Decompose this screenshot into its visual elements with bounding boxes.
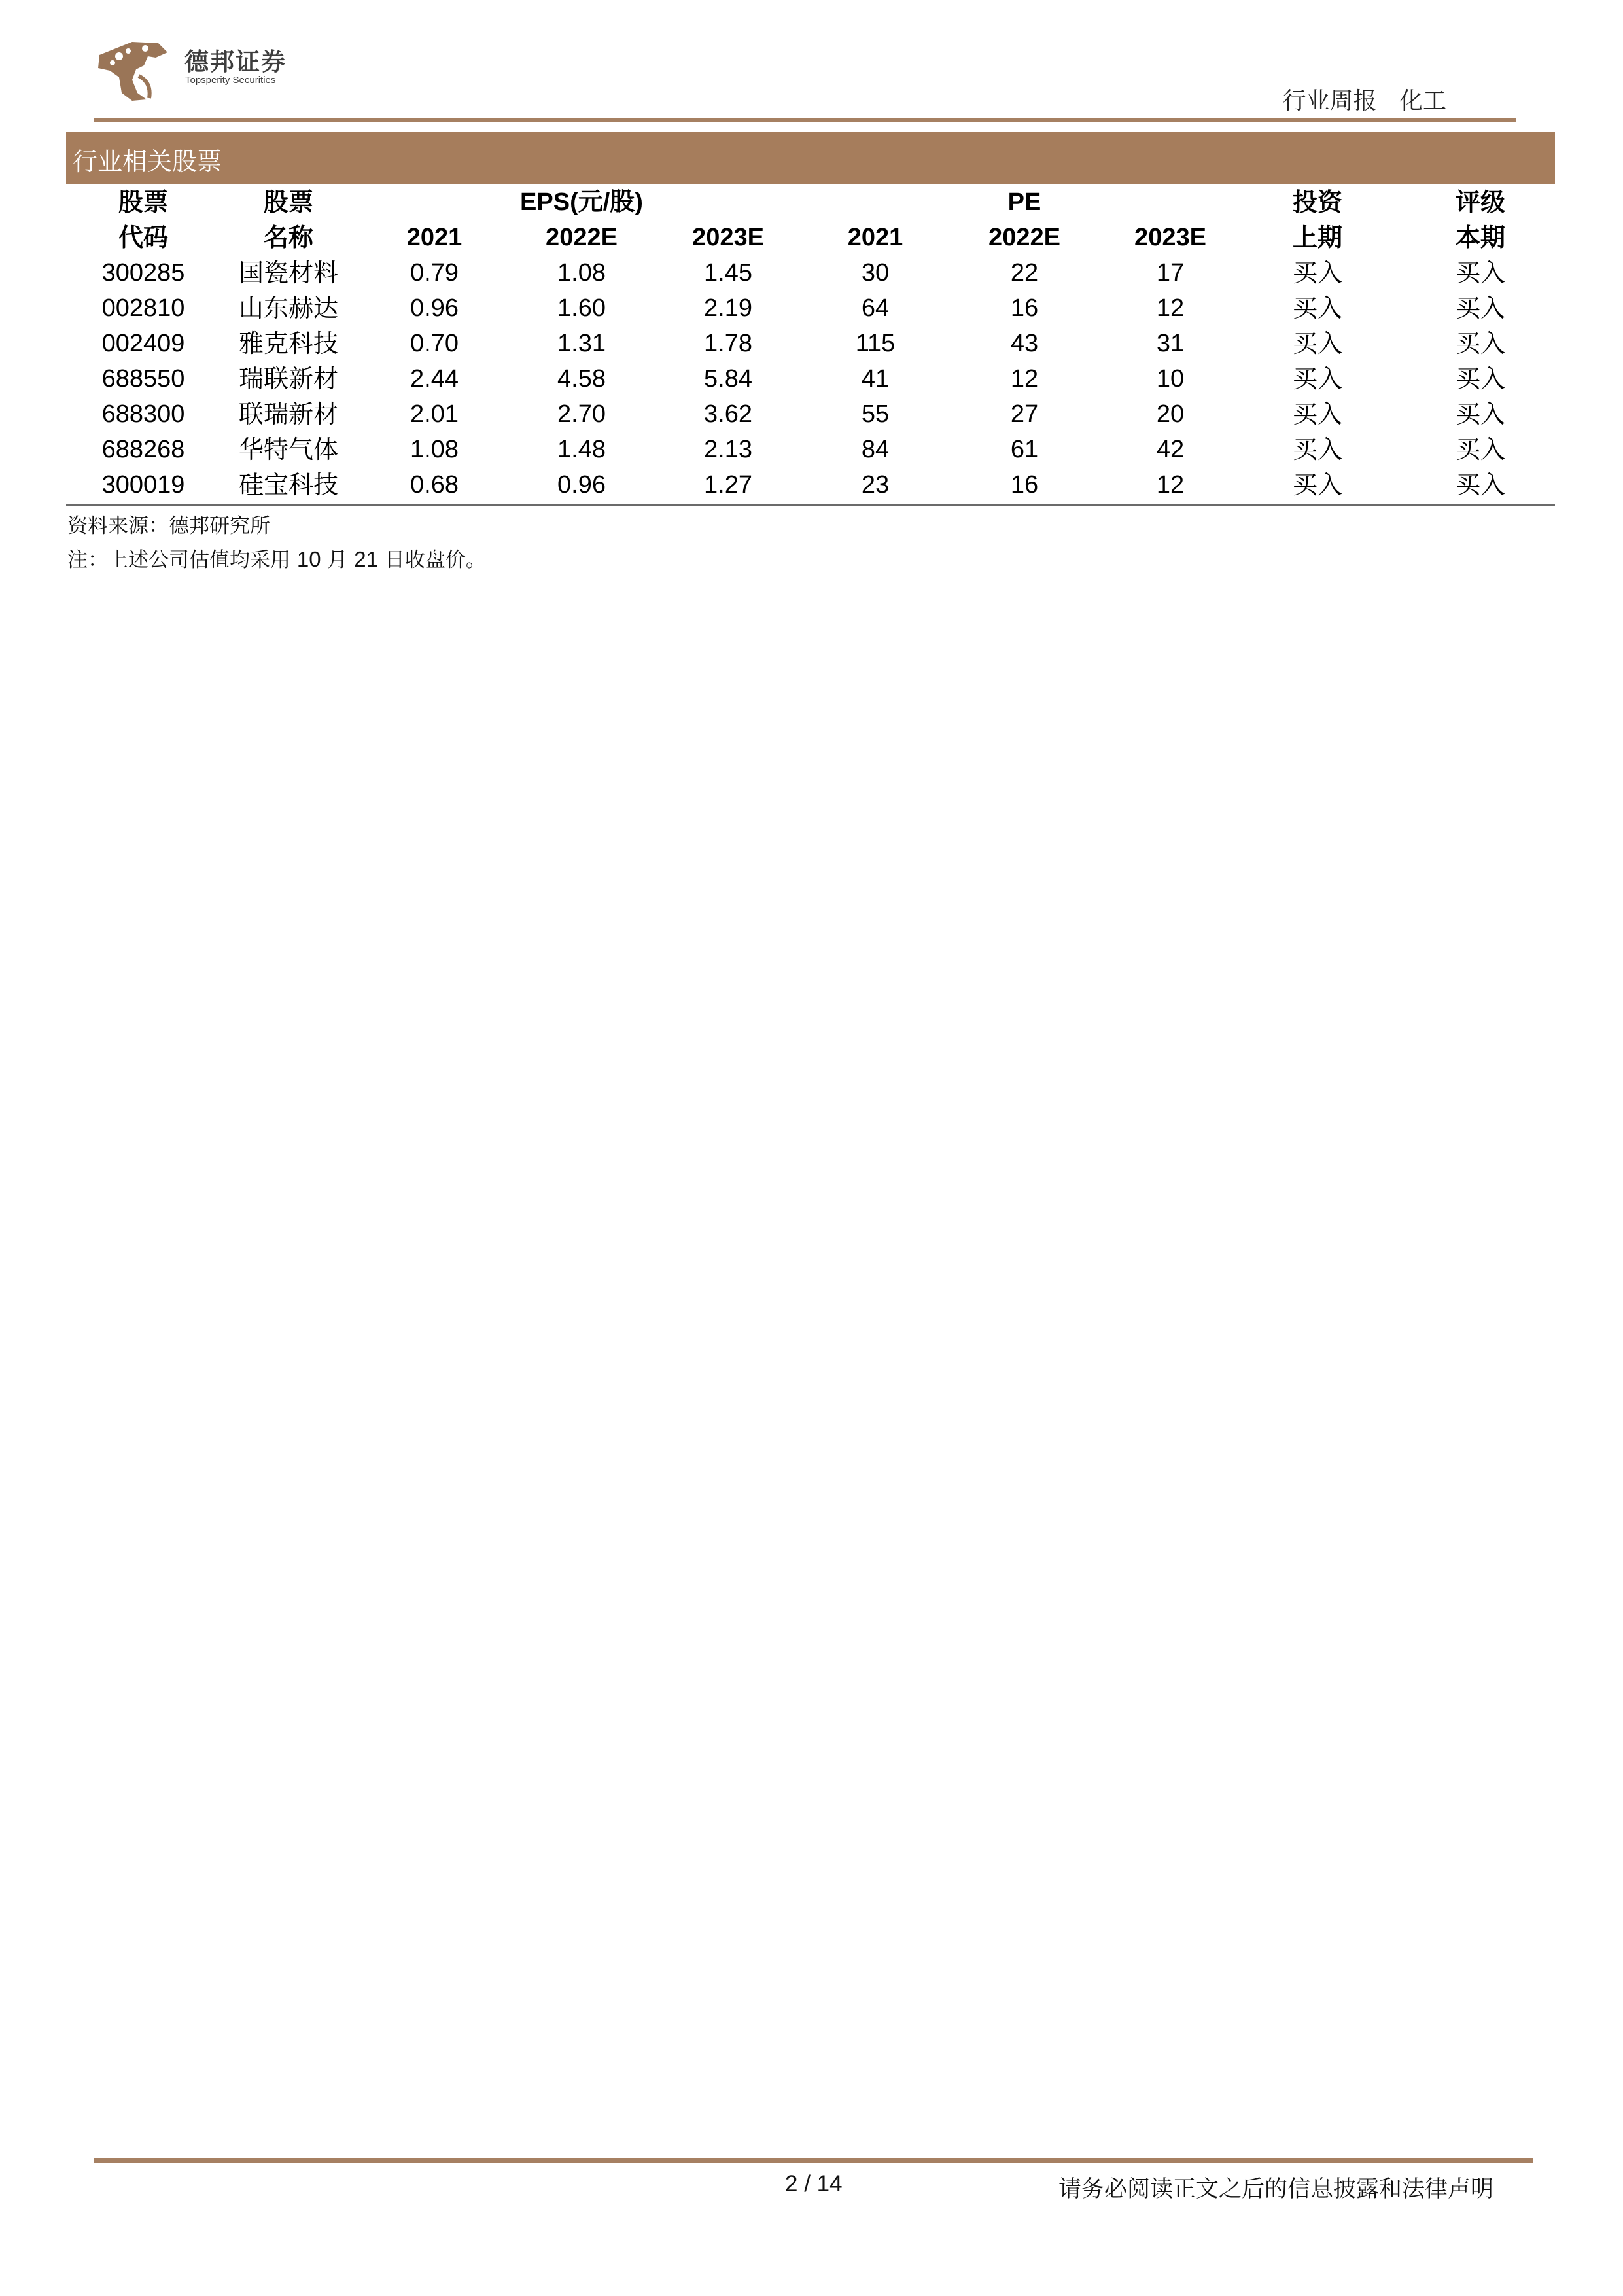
table-cell-eps-2022e: 1.60 xyxy=(557,294,606,322)
table-cell-eps-2023e: 1.27 xyxy=(704,471,752,499)
section-title: 行业相关股票 xyxy=(73,147,222,176)
table-cell-eps-2023e: 1.45 xyxy=(704,259,752,287)
table-cell-code: 688300 xyxy=(101,400,185,428)
table-cell-pe-2021: 115 xyxy=(855,330,896,357)
header-divider xyxy=(94,118,1516,122)
table-cell-pe-2023e: 31 xyxy=(1156,330,1185,357)
note-prefix: 注：上述公司估值均采用 xyxy=(67,548,297,572)
header-code-line2: 代码 xyxy=(118,222,169,252)
legal-disclaimer: 请务必阅读正文之后的信息披露和法律声明 xyxy=(1058,2176,1493,2202)
header-eps-2023e: 2023E xyxy=(692,224,764,251)
header-pe-group: PE xyxy=(1007,188,1041,216)
table-cell-name: 雅克科技 xyxy=(238,329,339,358)
table-cell-eps-2022e: 2.70 xyxy=(557,400,606,428)
table-cell-pe-2023e: 12 xyxy=(1156,471,1185,499)
header-eps-2022e: 2022E xyxy=(546,224,618,251)
table-cell-eps-2022e: 4.58 xyxy=(557,365,606,393)
table-cell-pe-2021: 30 xyxy=(861,259,890,287)
header-cur-rating: 本期 xyxy=(1455,222,1506,252)
table-cell-pe-2022e: 16 xyxy=(1010,471,1039,499)
table-cell-eps-2022e: 1.48 xyxy=(557,436,606,463)
table-cell-eps-2021: 0.96 xyxy=(410,294,459,322)
note-month: 10 xyxy=(296,547,321,571)
page-number: 2 / 14 xyxy=(785,2171,843,2197)
table-cell-cur-rating: 买入 xyxy=(1455,470,1506,499)
table-cell-pe-2022e: 27 xyxy=(1010,400,1039,428)
header-rating-line1: 投资 xyxy=(1292,187,1343,217)
note-day: 21 xyxy=(354,547,379,571)
table-cell-prev-rating: 买入 xyxy=(1292,435,1343,464)
table-cell-pe-2022e: 43 xyxy=(1010,330,1039,357)
table-cell-cur-rating: 买入 xyxy=(1455,400,1506,429)
table-cell-pe-2021: 64 xyxy=(861,294,890,322)
table-cell-name: 瑞联新材 xyxy=(238,364,339,393)
table-cell-pe-2022e: 22 xyxy=(1010,259,1039,287)
table-cell-pe-2021: 84 xyxy=(861,436,890,463)
company-name-en: Topsperity Securities xyxy=(185,75,276,86)
note-mid: 月 xyxy=(321,548,355,572)
header-code-line1: 股票 xyxy=(118,187,169,217)
table-cell-eps-2022e: 1.08 xyxy=(557,259,606,287)
table-cell-prev-rating: 买入 xyxy=(1292,470,1343,499)
table-cell-cur-rating: 买入 xyxy=(1455,258,1506,287)
table-cell-cur-rating: 买入 xyxy=(1455,364,1506,393)
report-type: 行业周报 化工 xyxy=(1282,88,1446,115)
table-cell-code: 300285 xyxy=(101,259,185,287)
header-eps-group: EPS(元/股) xyxy=(520,188,643,216)
header-pe-2021: 2021 xyxy=(847,224,903,251)
table-cell-eps-2021: 2.44 xyxy=(410,365,459,393)
table-cell-code: 300019 xyxy=(101,471,185,499)
table-cell-prev-rating: 买入 xyxy=(1292,329,1343,358)
header-pe-2023e: 2023E xyxy=(1134,224,1206,251)
table-cell-cur-rating: 买入 xyxy=(1455,329,1506,358)
table-cell-name: 硅宝科技 xyxy=(238,470,339,499)
table-cell-eps-2023e: 3.62 xyxy=(704,400,752,428)
table-cell-code: 688550 xyxy=(101,365,185,393)
table-cell-pe-2023e: 20 xyxy=(1156,400,1185,428)
table-cell-pe-2022e: 61 xyxy=(1010,436,1039,463)
table-cell-pe-2022e: 16 xyxy=(1010,294,1039,322)
header-rating2-line1: 评级 xyxy=(1455,187,1506,217)
table-cell-code: 688268 xyxy=(101,436,185,463)
footer-divider xyxy=(94,2158,1533,2163)
table-cell-pe-2023e: 10 xyxy=(1156,365,1185,393)
table-cell-prev-rating: 买入 xyxy=(1292,258,1343,287)
table-cell-pe-2023e: 17 xyxy=(1156,259,1185,287)
table-cell-pe-2023e: 42 xyxy=(1156,436,1185,463)
table-cell-eps-2021: 0.70 xyxy=(410,330,459,357)
table-bottom-rule xyxy=(66,504,1555,506)
table-cell-eps-2023e: 2.13 xyxy=(704,436,752,463)
table-cell-eps-2023e: 5.84 xyxy=(704,365,752,393)
table-cell-cur-rating: 买入 xyxy=(1455,435,1506,464)
table-cell-pe-2021: 23 xyxy=(861,471,890,499)
header-pe-2022e: 2022E xyxy=(988,224,1060,251)
table-cell-pe-2021: 55 xyxy=(861,400,890,428)
table-cell-code: 002810 xyxy=(101,294,185,322)
table-cell-pe-2023e: 12 xyxy=(1156,294,1185,322)
table-cell-eps-2022e: 0.96 xyxy=(557,471,606,499)
table-cell-prev-rating: 买入 xyxy=(1292,294,1343,323)
table-cell-eps-2021: 0.68 xyxy=(410,471,459,499)
note-suffix: 日收盘价。 xyxy=(378,548,486,572)
table-cell-eps-2023e: 2.19 xyxy=(704,294,752,322)
table-cell-name: 国瓷材料 xyxy=(238,258,339,287)
source-note: 资料来源：德邦研究所 xyxy=(67,514,270,538)
header-eps-2021: 2021 xyxy=(406,224,462,251)
table-cell-name: 联瑞新材 xyxy=(238,400,339,429)
valuation-note xyxy=(67,543,486,573)
table-cell-pe-2022e: 12 xyxy=(1010,365,1039,393)
table-cell-code: 002409 xyxy=(101,330,185,357)
section-header-bar xyxy=(66,132,1555,184)
table-cell-prev-rating: 买入 xyxy=(1292,364,1343,393)
company-logo-icon xyxy=(93,37,170,106)
table-cell-prev-rating: 买入 xyxy=(1292,400,1343,429)
header-prev-rating: 上期 xyxy=(1292,222,1343,252)
table-cell-eps-2022e: 1.31 xyxy=(557,330,606,357)
header-name-line2: 名称 xyxy=(263,222,314,252)
table-cell-cur-rating: 买入 xyxy=(1455,294,1506,323)
table-cell-eps-2021: 1.08 xyxy=(410,436,459,463)
company-name-cn: 德邦证券 xyxy=(184,48,287,76)
table-cell-eps-2021: 0.79 xyxy=(410,259,459,287)
table-cell-name: 华特气体 xyxy=(238,435,339,464)
header-name-line1: 股票 xyxy=(263,187,314,217)
table-cell-eps-2021: 2.01 xyxy=(410,400,459,428)
table-cell-name: 山东赫达 xyxy=(238,294,339,323)
table-cell-eps-2023e: 1.78 xyxy=(704,330,752,357)
table-cell-pe-2021: 41 xyxy=(861,365,890,393)
